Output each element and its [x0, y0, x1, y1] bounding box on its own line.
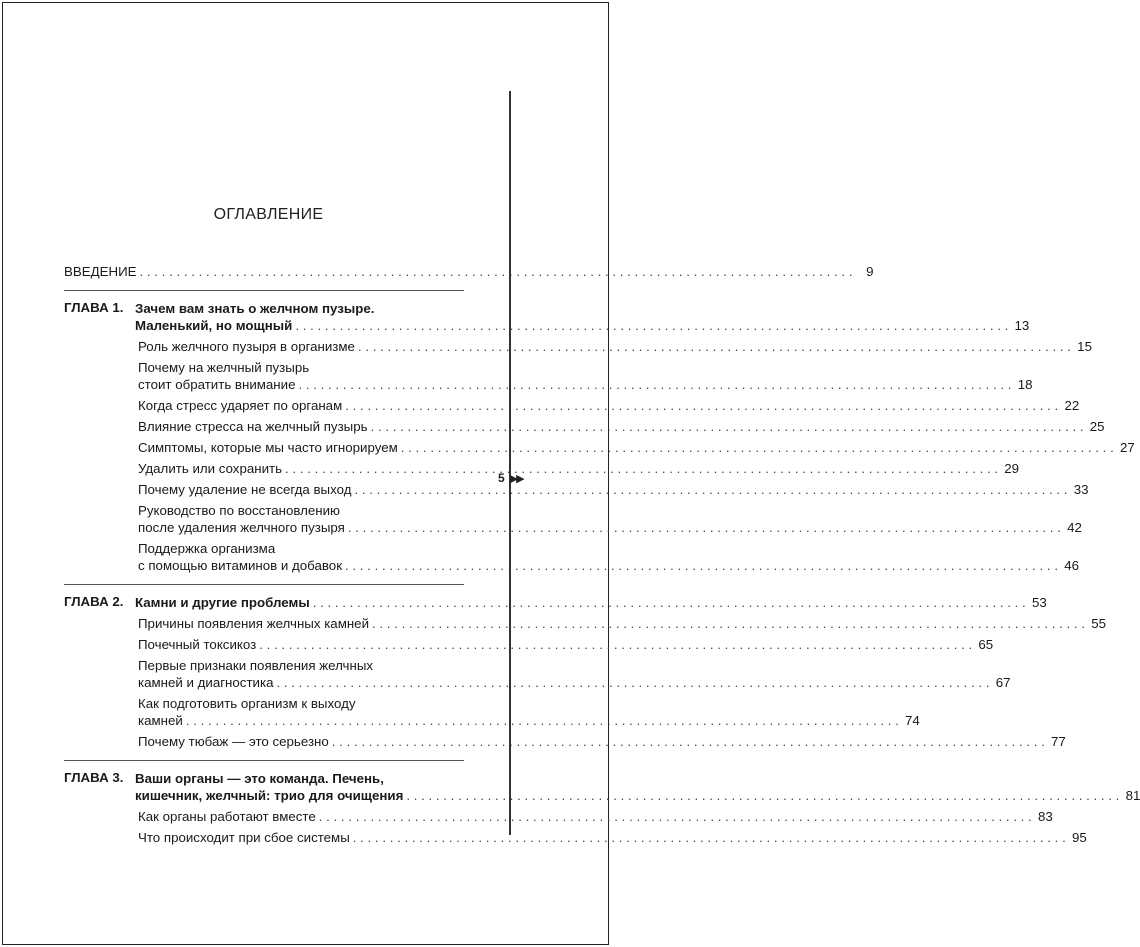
toc-section-entry[interactable] — [138, 829, 1087, 846]
chapter-title-line: кишечник, желчный: трио для очищения — [135, 788, 404, 803]
section-page: 74 — [905, 713, 920, 728]
chapter-title-block — [135, 300, 1029, 334]
dot-leader — [345, 397, 1058, 414]
section-page: 67 — [995, 675, 1011, 690]
toc-entry-label: ВВЕДЕНИЕ — [64, 264, 137, 279]
toc-section-entry[interactable] — [138, 418, 1105, 435]
section-title-line: Как органы работают вместе — [138, 809, 316, 824]
dot-leader — [354, 481, 1067, 498]
dot-leader — [186, 712, 899, 729]
chapter-page: 53 — [1031, 595, 1047, 610]
toc-section-entry[interactable] — [138, 338, 1092, 355]
section-title-line: Как подготовить организм к выходу — [138, 696, 356, 711]
chapter-title-line: Камни и другие проблемы — [135, 595, 310, 610]
chapter-page: 13 — [1014, 318, 1030, 333]
section-title-line: камней — [138, 713, 183, 728]
section-title-line: Причины появления желчных камней — [138, 616, 370, 631]
section-title-line: Почечный токсикоз — [138, 637, 257, 652]
section-page: 77 — [1051, 734, 1066, 749]
section-title-line: Поддержка организма — [138, 541, 276, 556]
divider — [64, 584, 464, 585]
toc-section-entry[interactable] — [138, 615, 1107, 632]
section-page: 15 — [1077, 339, 1092, 354]
chapter-title-block — [135, 770, 1140, 804]
dot-leader — [285, 460, 998, 477]
section-page: 46 — [1064, 558, 1080, 573]
divider — [64, 290, 464, 291]
double-arrow-icon: ▶▶ — [509, 472, 523, 485]
chapter-number: ГЛАВА 3. — [64, 770, 124, 785]
section-title-line: стоит обратить внимание — [138, 377, 296, 392]
section-title-line: Влияние стресса на желчный пузырь — [138, 419, 368, 434]
toc-section-entry[interactable] — [138, 460, 1020, 477]
dot-leader — [276, 674, 989, 691]
section-title-line: Когда стресс ударяет по органам — [138, 398, 343, 413]
dot-leader — [259, 636, 972, 653]
section-list — [138, 338, 1135, 574]
section-page: 29 — [1004, 461, 1020, 476]
dot-leader — [298, 376, 1011, 393]
dot-leader — [140, 263, 853, 280]
section-title-line: Симптомы, которые мы часто игнорируем — [138, 440, 398, 455]
section-title-line: с помощью витаминов и добавок — [138, 558, 343, 573]
section-title-line: Почему удаление не всегда выход — [138, 482, 352, 497]
section-page: 65 — [978, 637, 994, 652]
toc-section-entry[interactable] — [138, 695, 920, 729]
toc-section-entry[interactable] — [138, 657, 1011, 691]
section-page: 25 — [1089, 419, 1105, 434]
section-list — [138, 615, 1107, 750]
toc-entry-page: 9 — [866, 264, 874, 279]
toc-section-entry[interactable] — [138, 808, 1053, 825]
table-of-contents — [64, 260, 1140, 846]
toc-section-entry[interactable] — [138, 502, 1082, 536]
chapter-heading[interactable] — [64, 594, 1047, 611]
divider — [64, 760, 464, 761]
dot-leader — [345, 557, 1058, 574]
toc-section-entry[interactable] — [138, 397, 1080, 414]
dot-leader — [406, 787, 1119, 804]
toc-section-entry[interactable] — [138, 439, 1135, 456]
section-page: 27 — [1119, 440, 1135, 455]
chapter-title-line: Маленький, но мощный — [135, 318, 293, 333]
dot-leader — [319, 808, 1032, 825]
section-page: 95 — [1071, 830, 1087, 845]
toc-section-entry[interactable] — [138, 733, 1066, 750]
section-title-line: Почему тюбаж — это серьезно — [138, 734, 329, 749]
section-page: 55 — [1091, 616, 1107, 631]
section-title-line: Что происходит при сбое системы — [138, 830, 350, 845]
dot-leader — [332, 733, 1045, 750]
chapter-list — [64, 300, 1140, 846]
chapter-title-line: Зачем вам знать о желчном пузыре. — [135, 301, 375, 316]
chapter-heading[interactable] — [64, 300, 1030, 334]
chapter-title-line: Ваши органы — это команда. Печень, — [135, 771, 384, 786]
section-title-line: Удалить или сохранить — [138, 461, 283, 476]
section-page: 83 — [1037, 809, 1053, 824]
dot-leader — [401, 439, 1114, 456]
dot-leader — [295, 317, 1008, 334]
chapter-page: 81 — [1125, 788, 1140, 803]
chapter-number: ГЛАВА 2. — [64, 594, 124, 609]
section-page: 33 — [1073, 482, 1089, 497]
section-title-line: Руководство по восстановлению — [138, 503, 341, 518]
toc-section-entry[interactable] — [138, 359, 1033, 393]
chapter-title-block — [135, 594, 1047, 611]
dot-leader — [313, 594, 1026, 611]
dot-leader — [372, 615, 1085, 632]
section-list — [138, 808, 1087, 846]
section-page: 22 — [1064, 398, 1080, 413]
toc-section-entry[interactable] — [138, 481, 1089, 498]
dot-leader — [358, 338, 1071, 355]
dot-leader — [348, 519, 1061, 536]
section-page: 42 — [1067, 520, 1082, 535]
section-title-line: камней и диагностика — [138, 675, 274, 690]
dot-leader — [371, 418, 1084, 435]
section-title-line: Почему на желчный пузырь — [138, 360, 310, 375]
chapter-heading[interactable] — [64, 770, 1140, 804]
section-title-line: после удаления желчного пузыря — [138, 520, 345, 535]
section-page: 18 — [1017, 377, 1033, 392]
chapter-number: ГЛАВА 1. — [64, 300, 124, 315]
page-number: 5 — [498, 471, 505, 485]
section-title-line: Роль желчного пузыря в организме — [138, 339, 355, 354]
toc-section-entry[interactable] — [138, 636, 994, 653]
toc-title: ОГЛАВЛЕНИЕ — [213, 206, 324, 223]
toc-entry-intro[interactable] — [64, 263, 874, 280]
dot-leader — [353, 829, 1066, 846]
section-title-line: Первые признаки появления желчных — [138, 658, 374, 673]
toc-section-entry[interactable] — [138, 540, 1080, 574]
